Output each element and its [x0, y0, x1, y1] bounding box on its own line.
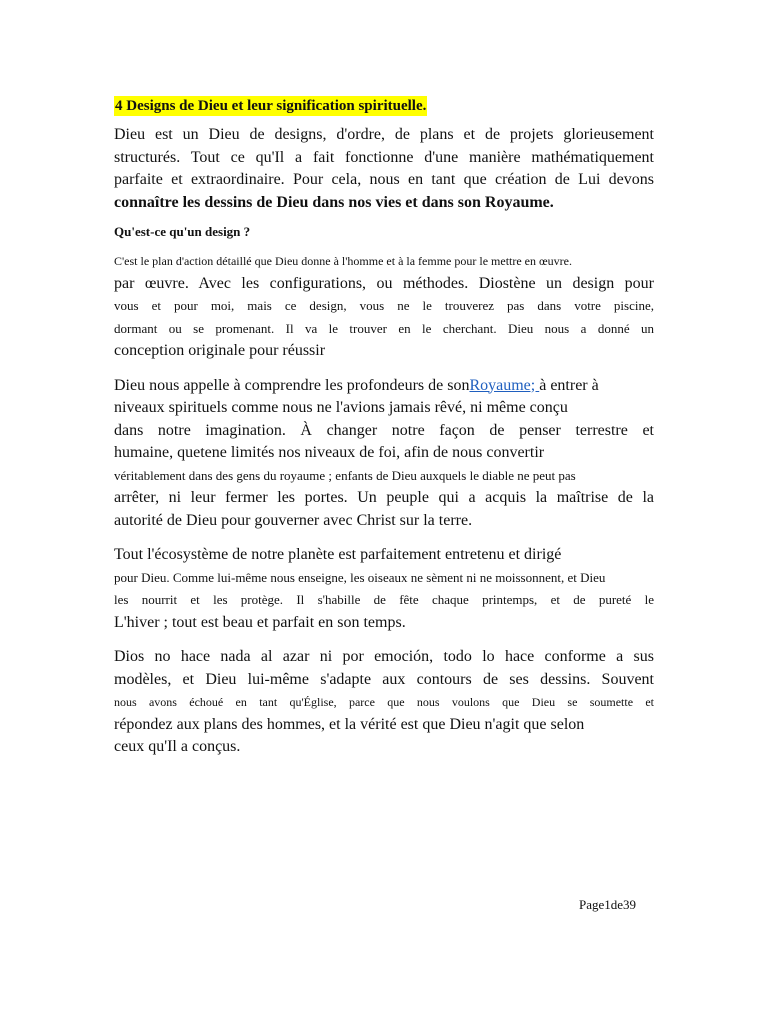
paragraph-1-line: structurés. Tout ce qu'Il a fait fonctionne d'une manière mathématiquement [114, 148, 654, 166]
paragraph-2 [114, 250, 654, 363]
document-title: 4 Designs de Dieu et leur signification spirituelle. [115, 98, 427, 114]
document-body [114, 96, 654, 759]
paragraph-3 [114, 375, 654, 533]
paragraph-4 [114, 544, 654, 634]
paragraph-3-text: à entrer à [539, 376, 599, 394]
paragraph-3-line: autorité de Dieu pour gouverner avec Christ sur la terre. [114, 511, 473, 529]
royaume-link[interactable]: Royaume; [469, 376, 540, 394]
paragraph-3-line [114, 375, 654, 398]
page-number: Page1de39 [579, 897, 637, 912]
paragraph-5-line: ceux qu'Il a conçus. [114, 738, 241, 755]
paragraph-5-line: Dios no hace nada al azar ni por emoción, todo lo hace conforme a sus [114, 648, 654, 665]
paragraph-1-line: Dieu est un Dieu de designs, d'ordre, de plans et de projets glorieusement [114, 126, 654, 143]
paragraph-4-line: pour Dieu. Comme lui-même nous enseigne, les oiseaux ne sèment ni ne moissonnent, et Dieu [114, 569, 606, 585]
paragraph-4-line: Tout l'écosystème de notre planète est parfaitement entretenu et dirigé [114, 546, 562, 563]
paragraph-5 [114, 646, 654, 759]
paragraph-2-line: dormant ou se promenant. Il va le trouver en le cherchant. Dieu nous a donné un [114, 320, 654, 336]
paragraph-gap [114, 363, 654, 375]
paragraph-3-text: Dieu nous appelle à comprendre les profondeurs de son [114, 376, 470, 394]
paragraph-1-line: parfaite et extraordinaire. Pour cela, nous en tant que création de Lui devons [114, 171, 654, 188]
paragraph-1-bold-line: connaître les dessins de Dieu dans nos vies et dans son Royaume. [114, 193, 554, 211]
paragraph-5-line: nous avons échoué en tant qu'Église, parce que nous voulons que Dieu se soumette et [114, 695, 654, 709]
paragraph-5-line: répondez aux plans des hommes, et la vérité est que Dieu n'agit que selon [114, 715, 585, 733]
paragraph-3-line: arrêter, ni leur fermer les portes. Un peuple qui a acquis la maîtrise de la [114, 489, 654, 506]
paragraph-2-line: C'est le plan d'action détaillé que Dieu donne à l'homme et à la femme pour le mettre en œuvre. [114, 254, 572, 268]
paragraph-1 [114, 124, 654, 214]
paragraph-2-line: vous et pour moi, mais ce design, vous ne le trouverez pas dans votre piscine, [114, 298, 654, 313]
paragraph-2-line: conception originale pour réussir [114, 342, 326, 359]
paragraph-3-line: niveaux spirituels comme nous ne l'avions jamais rêvé, ni même conçu [114, 399, 568, 416]
paragraph-gap [114, 532, 654, 544]
paragraph-3-line: humaine, quetene limités nos niveaux de foi, afin de nous convertir [114, 444, 545, 461]
paragraph-gap [114, 634, 654, 646]
paragraph-3-line: véritablement dans des gens du royaume ; enfants de Dieu auxquels le diable ne peut pas [114, 467, 576, 483]
paragraph-4-line: les nourrit et les protège. Il s'habille de fête chaque printemps, et de pureté le [114, 592, 654, 607]
paragraph-2-line: par œuvre. Avec les configurations, ou méthodes. Diostène un design pour [114, 274, 654, 292]
paragraph-3-line: dans notre imagination. À changer notre façon de penser terrestre et [114, 421, 654, 439]
paragraph-5-line: modèles, et Dieu lui-même s'adapte aux contours de ses dessins. Souvent [114, 670, 654, 688]
paragraph-4-line: L'hiver ; tout est beau et parfait en son temps. [114, 613, 406, 631]
section-subtitle: Qu'est-ce qu'un design ? [114, 224, 251, 239]
